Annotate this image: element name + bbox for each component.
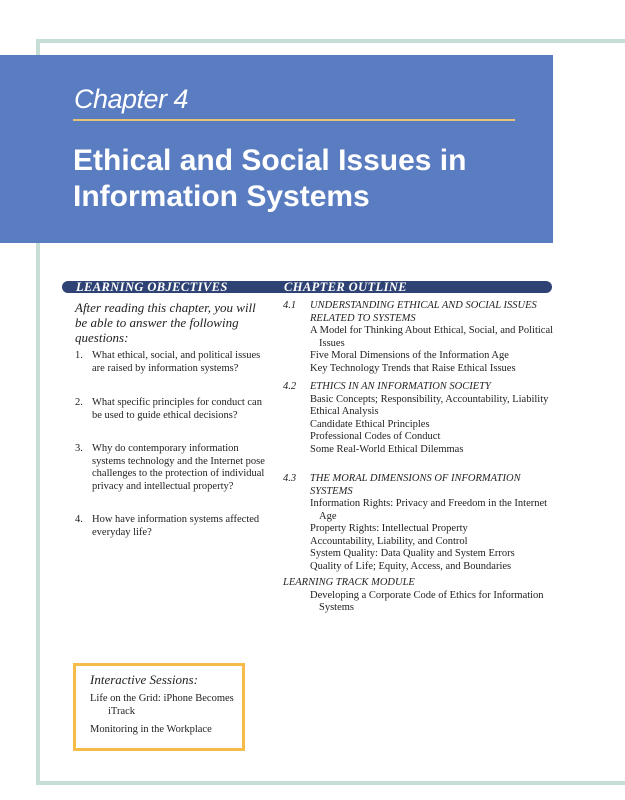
objective-question	[75, 443, 265, 493]
outline-section	[283, 381, 563, 456]
outline-item: Accountability, Liability, and Control	[310, 535, 468, 547]
outline-item: Ethical Analysis	[310, 406, 379, 417]
outline-item: Information Rights: Privacy and Freedom in the Internet Age	[310, 498, 548, 522]
objective-text: Why do contemporary information systems technology and the Internet pose challenges to the protection of individual privacy and intellectual property?	[92, 443, 265, 492]
objective-question	[75, 397, 265, 422]
outline-section	[283, 300, 563, 375]
learning-track-heading: LEARNING TRACK MODULE	[283, 577, 415, 588]
objective-text: What specific principles for conduct can be used to guide ethical decisions?	[92, 397, 262, 421]
chapter-title: Ethical and Social Issues in Information Systems	[73, 144, 467, 213]
section-number: 4.1	[283, 300, 297, 311]
outline-section	[283, 473, 563, 573]
outline-item: System Quality: Data Quality and System Errors	[310, 548, 515, 559]
objectives-intro: After reading this chapter, you will be able to answer the following questions:	[75, 300, 256, 345]
objective-question	[75, 514, 265, 539]
chapter-outline-header: CHAPTER OUTLINE	[284, 280, 408, 294]
outline-item: Professional Codes of Conduct	[310, 431, 441, 442]
page-frame-bottom	[36, 781, 625, 785]
objective-number: 2.	[75, 397, 83, 408]
outline-item: A Model for Thinking About Ethical, Social, and Political Issues	[310, 325, 554, 349]
outline-item: Basic Concepts; Responsibility, Accountability, Liability	[310, 393, 549, 405]
interactive-session-item: Monitoring in the Workplace	[90, 724, 212, 735]
learning-objectives-header: LEARNING OBJECTIVES	[76, 280, 228, 294]
objective-text: How have information systems affected everyday life?	[92, 514, 260, 538]
learning-track-section	[283, 577, 563, 615]
outline-item: Quality of Life; Equity, Access, and Boundaries	[310, 560, 512, 572]
outline-item: Property Rights: Intellectual Property	[310, 523, 468, 534]
interactive-sessions-box	[73, 663, 245, 751]
section-heading: UNDERSTANDING ETHICAL AND SOCIAL ISSUES RELATED TO SYSTEMS	[310, 300, 537, 324]
outline-item: Five Moral Dimensions of the Information Age	[310, 350, 509, 361]
page-frame-top	[36, 39, 625, 43]
objective-question	[75, 350, 265, 375]
section-heading: THE MORAL DIMENSIONS OF INFORMATION SYSTEMS	[310, 473, 521, 497]
chapter-label: Chapter 4	[74, 84, 189, 114]
interactive-session-item: Life on the Grid: iPhone Becomes iTrack	[90, 693, 234, 717]
chapter-divider	[73, 119, 515, 121]
objective-number: 4.	[75, 514, 83, 525]
objective-number: 3.	[75, 443, 83, 454]
section-number: 4.2	[283, 381, 297, 392]
outline-item: Candidate Ethical Principles	[310, 418, 430, 430]
interactive-sessions-title: Interactive Sessions:	[90, 672, 198, 687]
learning-track-item: Developing a Corporate Code of Ethics for Information Systems	[310, 589, 544, 613]
section-number: 4.3	[283, 473, 297, 484]
section-heading: ETHICS IN AN INFORMATION SOCIETY	[310, 381, 491, 392]
outline-item: Key Technology Trends that Raise Ethical Issues	[310, 362, 516, 374]
outline-item: Some Real-World Ethical Dilemmas	[310, 443, 464, 455]
objective-number: 1.	[75, 350, 83, 361]
objective-text: What ethical, social, and political issues are raised by information systems?	[92, 350, 261, 374]
